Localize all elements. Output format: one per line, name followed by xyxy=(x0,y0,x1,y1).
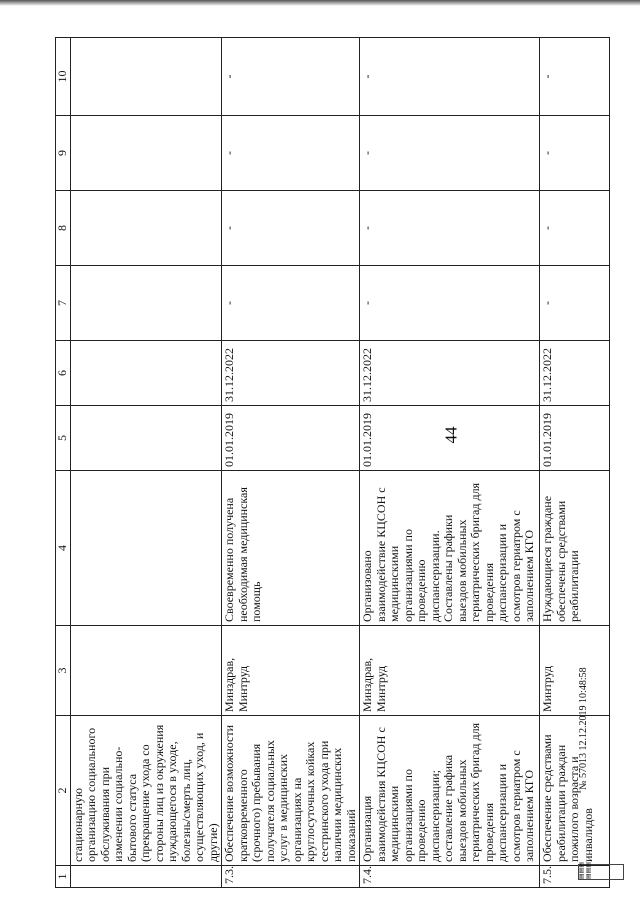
cell-8 xyxy=(70,191,222,266)
row-number: 7.5. xyxy=(540,866,610,888)
cell-7: - xyxy=(360,266,540,341)
end-date: 31.12.2022 xyxy=(222,341,360,406)
start-date: 01.01.2019 xyxy=(540,406,610,471)
cell-10: - xyxy=(360,38,540,116)
rotated-page xyxy=(55,38,615,888)
cell-9: - xyxy=(222,116,360,191)
table-row xyxy=(222,38,360,888)
expected-result xyxy=(70,471,222,626)
header-row xyxy=(56,38,71,888)
row-number: 7.3. xyxy=(222,866,360,888)
start-date: 01.01.2019 xyxy=(222,406,360,471)
executor xyxy=(70,626,222,716)
row-number xyxy=(70,866,222,888)
row-number: 7.4. xyxy=(360,866,540,888)
cell-7 xyxy=(70,266,222,341)
end-date: 31.12.2022 xyxy=(360,341,540,406)
executor: Минтруд xyxy=(540,626,610,716)
scan-edge xyxy=(0,0,640,6)
registry-logo: ▤▤▤ ▤▤▤ xyxy=(578,864,624,880)
col-header: 10 xyxy=(56,38,71,116)
start-date xyxy=(70,406,222,471)
col-header: 4 xyxy=(56,471,71,626)
cell-10 xyxy=(70,38,222,116)
measure-name: Обеспечение возможности кратковременного (срочного) пребывания получателя социальных услуг в медицинских организациях на круглосуточных койках сестринского ухода при наличии медицинских показаний xyxy=(222,716,360,866)
col-header: 1 xyxy=(56,866,71,888)
table-row xyxy=(540,38,610,888)
expected-result: Организовано взаимодействие КЦСОН с медицинскими организациями по проведению диспансеризации. Составлены графики выездов мобильных гериатрических бригад для проведения диспансеризации и осмотров гериатром с заполнением КГО xyxy=(360,471,540,626)
measure-name: Организация взаимодействия КЦСОН с медицинскими организациями по проведению диспансеризации; составление графика выездов мобильных гериатрических бригад для проведения диспансеризации и осмотров гериатром с заполнением КГО xyxy=(360,716,540,866)
document-stamp-text: № 57013 12.12.2019 10:48:58 xyxy=(578,667,589,790)
executor: Минздрав, Минтруд xyxy=(360,626,540,716)
measure-name: стационарную организацию социального обслуживания при изменении социально-бытового статуса (прекращение ухода со стороны лиц из окружения нуждающегося в уходе, болезнь/смерть лиц, осуществляющих уход, и другие) xyxy=(70,716,222,866)
col-header: 8 xyxy=(56,191,71,266)
table-row xyxy=(70,38,222,888)
col-header: 7 xyxy=(56,266,71,341)
cell-8: - xyxy=(540,191,610,266)
page-number: 44 xyxy=(441,426,461,444)
measure-name: Обеспечение средствами реабилитации граждан пожилого возраста и инвалидов xyxy=(540,716,610,866)
col-header: 5 xyxy=(56,406,71,471)
cell-7: - xyxy=(222,266,360,341)
cell-9: - xyxy=(360,116,540,191)
executor: Минздрав, Минтруд xyxy=(222,626,360,716)
cell-8: - xyxy=(222,191,360,266)
expected-result: Своевременно получена необходимая медицинская помощь xyxy=(222,471,360,626)
measures-table xyxy=(55,37,610,888)
end-date xyxy=(70,341,222,406)
table-row xyxy=(360,38,540,888)
col-header: 3 xyxy=(56,626,71,716)
col-header: 2 xyxy=(56,716,71,866)
start-date: 01.01.2019 xyxy=(360,406,540,471)
cell-10: - xyxy=(540,38,610,116)
cell-9 xyxy=(70,116,222,191)
end-date: 31.12.2022 xyxy=(540,341,610,406)
cell-10: - xyxy=(222,38,360,116)
col-header: 9 xyxy=(56,116,71,191)
cell-9: - xyxy=(540,116,610,191)
col-header: 6 xyxy=(56,341,71,406)
cell-8: - xyxy=(360,191,540,266)
expected-result: Нуждающиеся граждане обеспечены средствами реабилитации xyxy=(540,471,610,626)
cell-7: - xyxy=(540,266,610,341)
